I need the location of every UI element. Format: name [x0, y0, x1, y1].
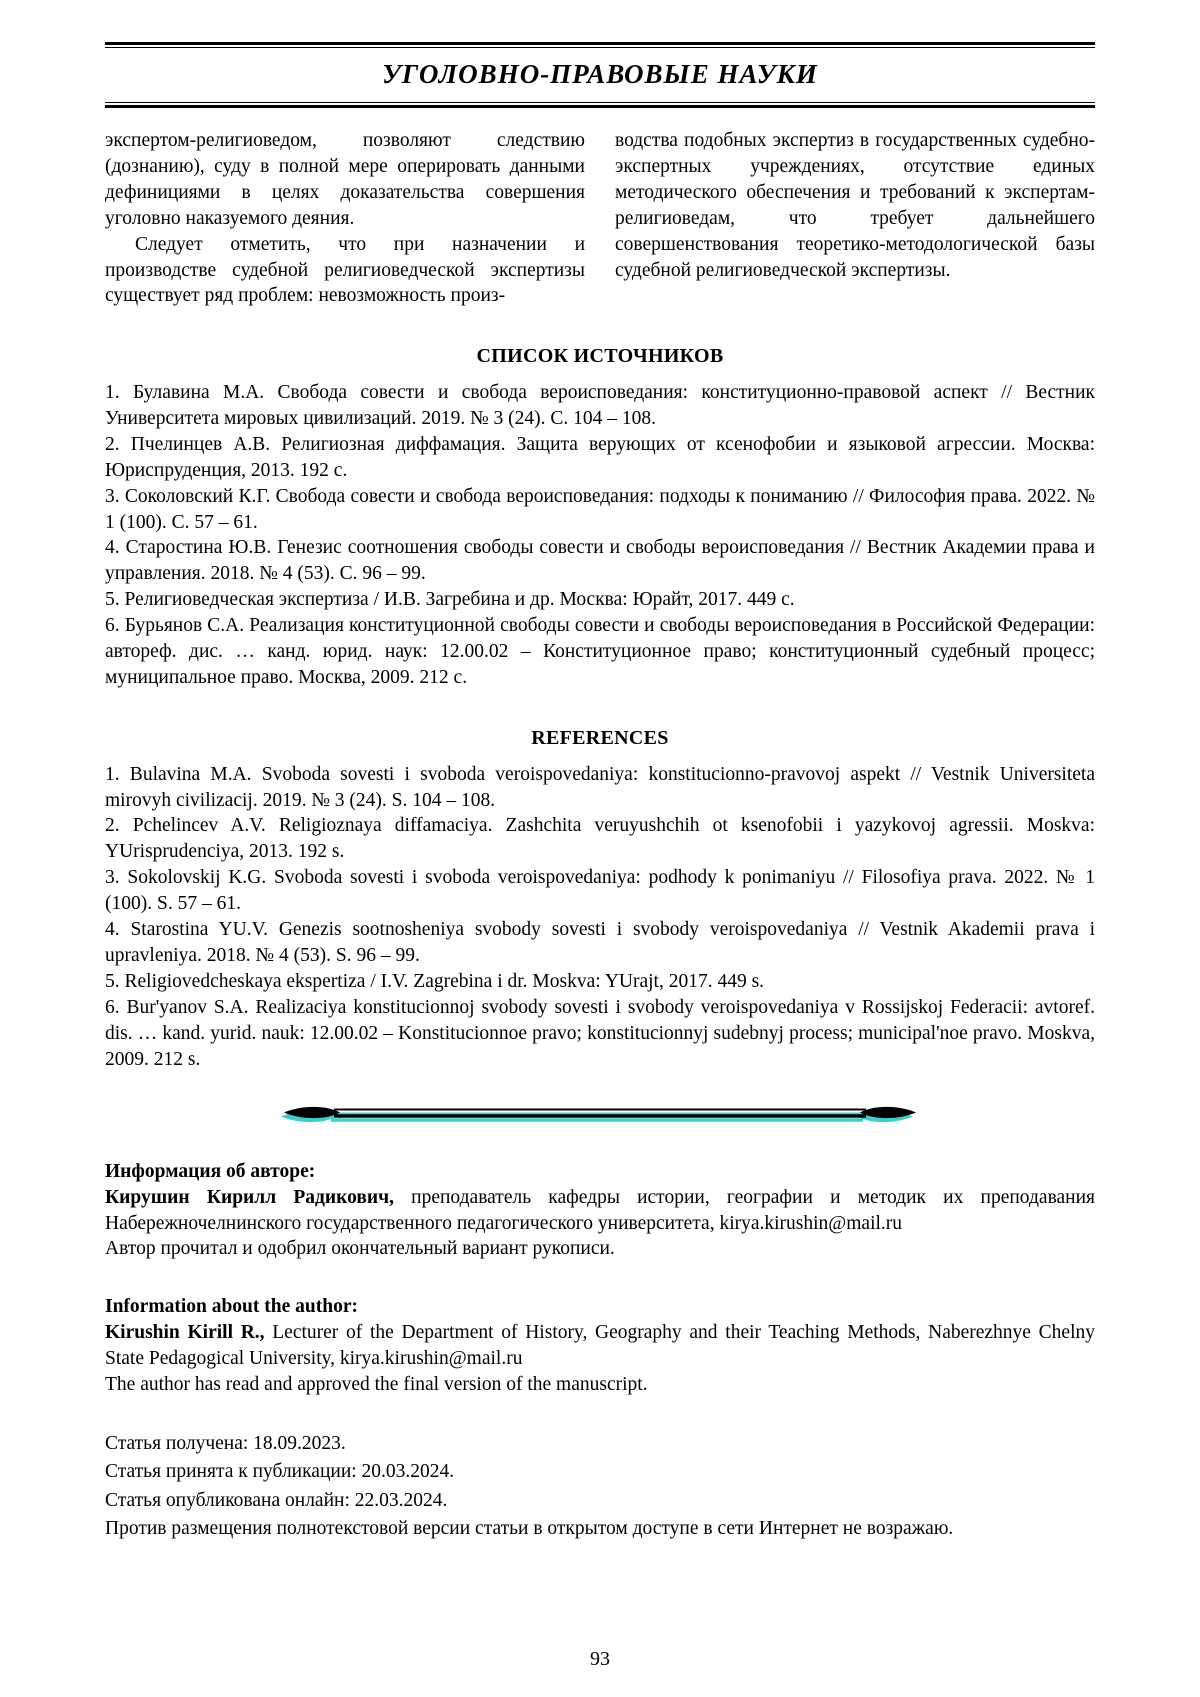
source-item: 1. Булавина М.А. Свобода совести и свобода вероисповедания: конституционно-правовой аспект // Вестник Университета мировых цивилизаций. 2019. № 3 (24). С. 104 – 108. — [105, 381, 1095, 429]
header-rule-bottom — [105, 102, 1095, 108]
author-info-ru-text — [105, 1185, 1095, 1237]
para-left-1: экспертом-религиоведом, позволяют следствию (дознанию), суду в полной мере оперировать данными дефинициями в целях доказательства совершения уголовно наказуемого деяния. — [105, 129, 585, 229]
author-note-ru: Автор прочитал и одобрил окончательный вариант рукописи. — [105, 1238, 615, 1260]
author-details-en: Lecturer of the Department of History, Geography and their Teaching Methods, Naberezhnye Chelny State Pedagogical University, kirya.kirushin@mail.ru — [105, 1322, 1096, 1370]
para-left-2: Следует отметить, что при назначении и производстве судебной религиоведческой экспертизы существует ряд проблем: невозможность произ- — [105, 233, 585, 307]
source-item: 3. Соколовский К.Г. Свобода совести и свобода вероисповедания: подходы к пониманию // Философия права. 2022. № 1 (100). С. 57 – 61. — [105, 485, 1095, 533]
reference-item: 2. Pchelincev A.V. Religioznaya diffamaciya. Zashchita veruyushchih ot ksenofobii i yazykovoj agressii. Moskva: YUrisprudenciya, 2013. 192 s. — [105, 815, 1095, 863]
divider-ornament — [105, 1101, 1095, 1127]
author-info-ru — [105, 1159, 1095, 1263]
intro-right-column — [615, 128, 1095, 309]
source-item: 2. Пчелинцев А.В. Религиозная диффамация. Защита верующих от ксенофобии и языковой агрессии. Москва: Юриспруденция, 2013. 192 с. — [105, 433, 1095, 481]
page-header — [105, 42, 1095, 108]
author-note-en: The author has read and approved the final version of the manuscript. — [105, 1374, 648, 1396]
section-title: УГОЛОВНО-ПРАВОВЫЕ НАУКИ — [382, 59, 818, 89]
source-item: 5. Религиоведческая экспертиза / И.В. Загребина и др. Москва: Юрайт, 2017. 449 с. — [105, 589, 795, 611]
source-item: 6. Бурьянов С.А. Реализация конституционной свободы совести и свободы вероисповедания в Российской Федерации: автореф. дис. … канд. юрид. наук: 12.00.02 – Конституционное право; конституционный судебный процесс; муниципальное право. Москва, 2009. 212 с. — [105, 615, 1095, 689]
divider-graphic — [280, 1101, 920, 1127]
author-info-ru-heading: Информация об авторе: — [105, 1160, 316, 1182]
author-details-ru: преподаватель кафедры истории, географии и методик их преподавания Набережночелнинского государственного педагогического университета, kirya.kirushin@mail.ru — [105, 1186, 1096, 1234]
para-right: водства подобных экспертиз в государственных судебно-экспертных учреждениях, отсутствие единых методического обеспечения и требований к экспертам-религиоведам, что требует дальнейшего совершенствования теоретико-методологической базы судебной религиоведческой экспертизы. — [615, 129, 1095, 281]
sources-list — [105, 380, 1095, 691]
intro-columns — [105, 128, 1095, 309]
reference-item: 4. Starostina YU.V. Genezis sootnosheniya svobody sovesti i svobody veroispovedaniya // Vestnik Akademii prava i upravleniya. 2018. № 4 (53). S. 96 – 99. — [105, 919, 1095, 967]
author-info-en-heading: Information about the author: — [105, 1296, 358, 1318]
reference-item: 1. Bulavina M.A. Svoboda sovesti i svoboda veroispovedaniya: konstitucionno-pravovoj aspekt // Vestnik Universiteta mirovyh civilizacij. 2019. № 3 (24). S. 104 – 108. — [105, 763, 1095, 811]
references-list — [105, 762, 1095, 1073]
sources-heading: СПИСОК ИСТОЧНИКОВ — [476, 345, 724, 368]
reference-item: 5. Religiovedcheskaya ekspertiza / I.V. Zagrebina i dr. Moskva: YUrajt, 2017. 449 s. — [105, 970, 765, 992]
author-info-en — [105, 1294, 1095, 1398]
date-received: Статья получена: 18.09.2023. — [105, 1433, 346, 1455]
author-info-en-text — [105, 1320, 1095, 1372]
open-access-consent: Против размещения полнотекстовой версии статьи в открытом доступе в сети Интернет не возражаю. — [105, 1517, 954, 1539]
date-accepted: Статья принята к публикации: 20.03.2024. — [105, 1461, 455, 1483]
header-rule-top — [105, 42, 1095, 48]
article-dates — [105, 1430, 1095, 1543]
page-footer — [105, 1626, 1095, 1673]
source-item: 4. Старостина Ю.В. Генезис соотношения свободы совести и свободы вероисповедания // Вестник Академии права и управления. 2018. № 4 (53). С. 96 – 99. — [105, 537, 1095, 585]
reference-item: 3. Sokolovskij K.G. Svoboda sovesti i svoboda veroispovedaniya: podhody k ponimaniyu // Filosofiya prava. 2022. № 1 (100). S. 57 – 61. — [105, 867, 1095, 915]
references-heading: REFERENCES — [531, 727, 669, 750]
intro-left-column — [105, 128, 585, 309]
author-name-ru: Кирушин Кирилл Радикович, — [105, 1186, 394, 1208]
reference-item: 6. Bur'yanov S.A. Realizaciya konstitucionnoj svobody sovesti i svobody veroispovedaniya v Rossijskoj Federacii: avtoref. dis. … kand. yurid. nauk: 12.00.02 – Konstitucionnoe pravo; konstitucionnyj sudebnyj process; municipal'noe pravo. Moskva, 2009. 212 s. — [105, 996, 1095, 1070]
date-published: Статья опубликована онлайн: 22.03.2024. — [105, 1489, 448, 1511]
page-number: 93 — [590, 1648, 610, 1671]
author-name-en: Kirushin Kirill R., — [105, 1322, 265, 1344]
